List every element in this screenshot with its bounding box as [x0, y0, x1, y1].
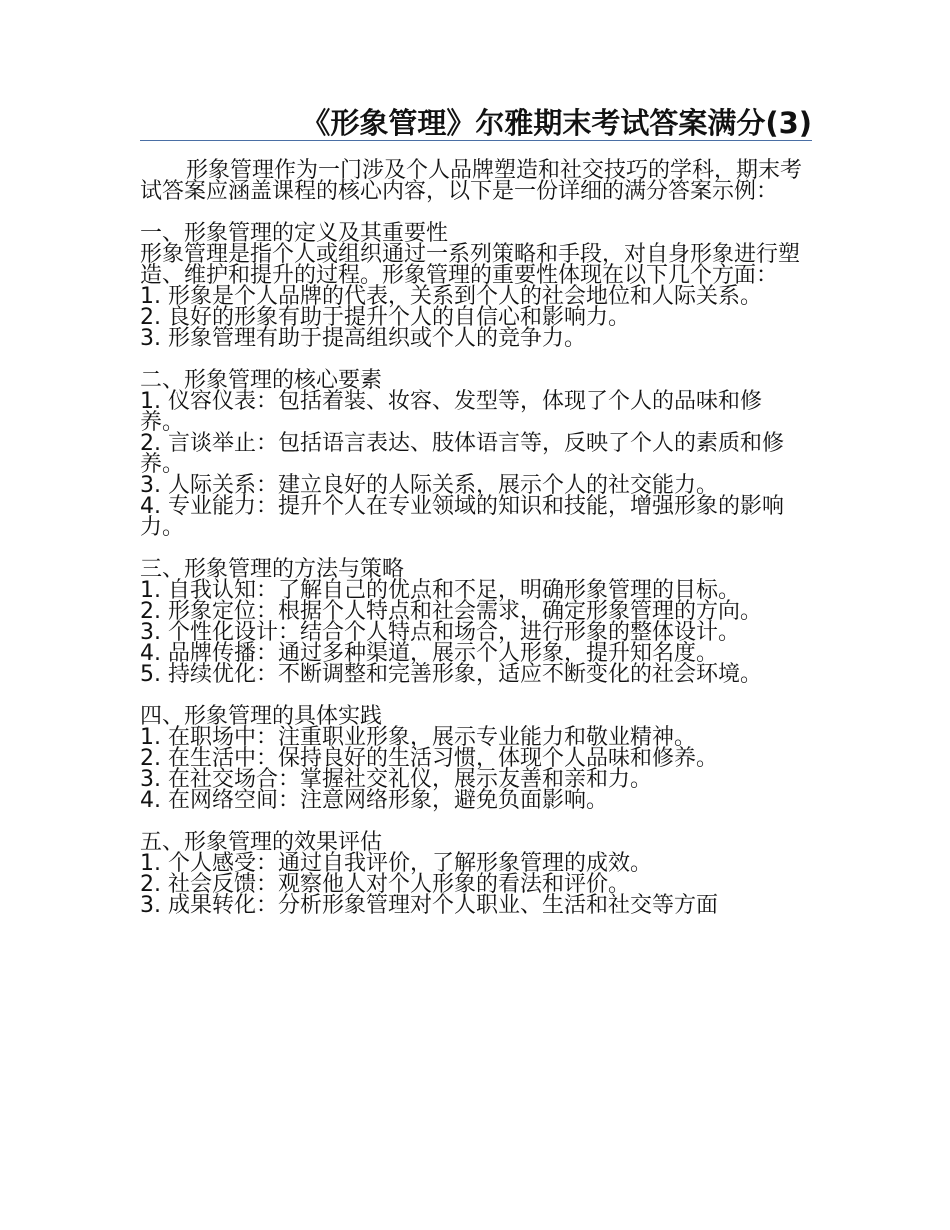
list-item: 1. 在职场中：注重职业形象，展示专业能力和敬业精神。: [140, 725, 696, 750]
list-item: 3. 个性化设计：结合个人特点和场合，进行形象的整体设计。: [140, 620, 740, 645]
section-list: [140, 391, 812, 538]
list-item: 4. 品牌传播：通过多种渠道，展示个人形象，提升知名度。: [140, 641, 718, 666]
list-item: 2. 在生活中：保持良好的生活习惯，体现个人品味和修养。: [140, 746, 718, 771]
list-item: 4. 专业能力：提升个人在专业领域的知识和技能，增强形象的影响力。: [140, 494, 784, 540]
list-item: 3. 在社交场合：掌握社交礼仪，展示友善和亲和力。: [140, 767, 652, 792]
list-item: 1. 自我认知：了解自己的优点和不足，明确形象管理的目标。: [140, 578, 740, 603]
document-title: 《形象管理》尔雅期末考试答案满分(3): [301, 106, 812, 140]
list-item: 3. 人际关系：建立良好的人际关系，展示个人的社交能力。: [140, 473, 718, 498]
section-heading: 五、形象管理的效果评估: [140, 830, 383, 855]
intro-paragraph: 形象管理作为一门涉及个人品牌塑造和社交技巧的学科，期末考试答案应涵盖课程的核心内容，以下是一份详细的满分答案示例：: [140, 158, 803, 204]
section-practice: [140, 706, 812, 811]
section-paragraph: 形象管理是指个人或组织通过一系列策略和手段，对自身形象进行塑造、维护和提升的过程。形象管理的重要性体现在以下几个方面：: [140, 242, 801, 288]
list-item: 5. 持续优化：不断调整和完善形象，适应不断变化的社会环境。: [140, 662, 762, 687]
title-underline: [140, 140, 812, 141]
section-methods: [140, 559, 812, 685]
section-definition: [140, 223, 812, 349]
section-heading: 一、形象管理的定义及其重要性: [140, 221, 449, 246]
list-item: 2. 良好的形象有助于提升个人的自信心和影响力。: [140, 305, 630, 330]
list-item: 1. 个人感受：通过自我评价，了解形象管理的成效。: [140, 851, 652, 876]
section-list: [140, 727, 812, 811]
section-heading: 四、形象管理的具体实践: [140, 704, 383, 729]
section-list: [140, 853, 812, 916]
list-item: 2. 形象定位：根据个人特点和社会需求，确定形象管理的方向。: [140, 599, 762, 624]
list-item: 1. 形象是个人品牌的代表，关系到个人的社会地位和人际关系。: [140, 284, 762, 309]
section-list: [140, 580, 812, 685]
section-heading: 二、形象管理的核心要素: [140, 368, 383, 393]
list-item: 1. 仪容仪表：包括着装、妆容、发型等，体现了个人的品味和修养。: [140, 389, 762, 435]
document-body: [140, 160, 812, 916]
list-item: 2. 社会反馈：观察他人对个人形象的看法和评价。: [140, 872, 630, 897]
list-item: 4. 在网络空间：注意网络形象，避免负面影响。: [140, 788, 608, 813]
section-core-elements: [140, 370, 812, 538]
section-evaluation: [140, 832, 812, 916]
section-list: [140, 286, 812, 349]
section-heading: 三、形象管理的方法与策略: [140, 557, 405, 582]
list-item: 3. 成果转化：分析形象管理对个人职业、生活和社交等方面: [140, 893, 718, 918]
list-item: 2. 言谈举止：包括语言表达、肢体语言等，反映了个人的素质和修养。: [140, 431, 784, 477]
list-item: 3. 形象管理有助于提高组织或个人的竞争力。: [140, 326, 586, 351]
